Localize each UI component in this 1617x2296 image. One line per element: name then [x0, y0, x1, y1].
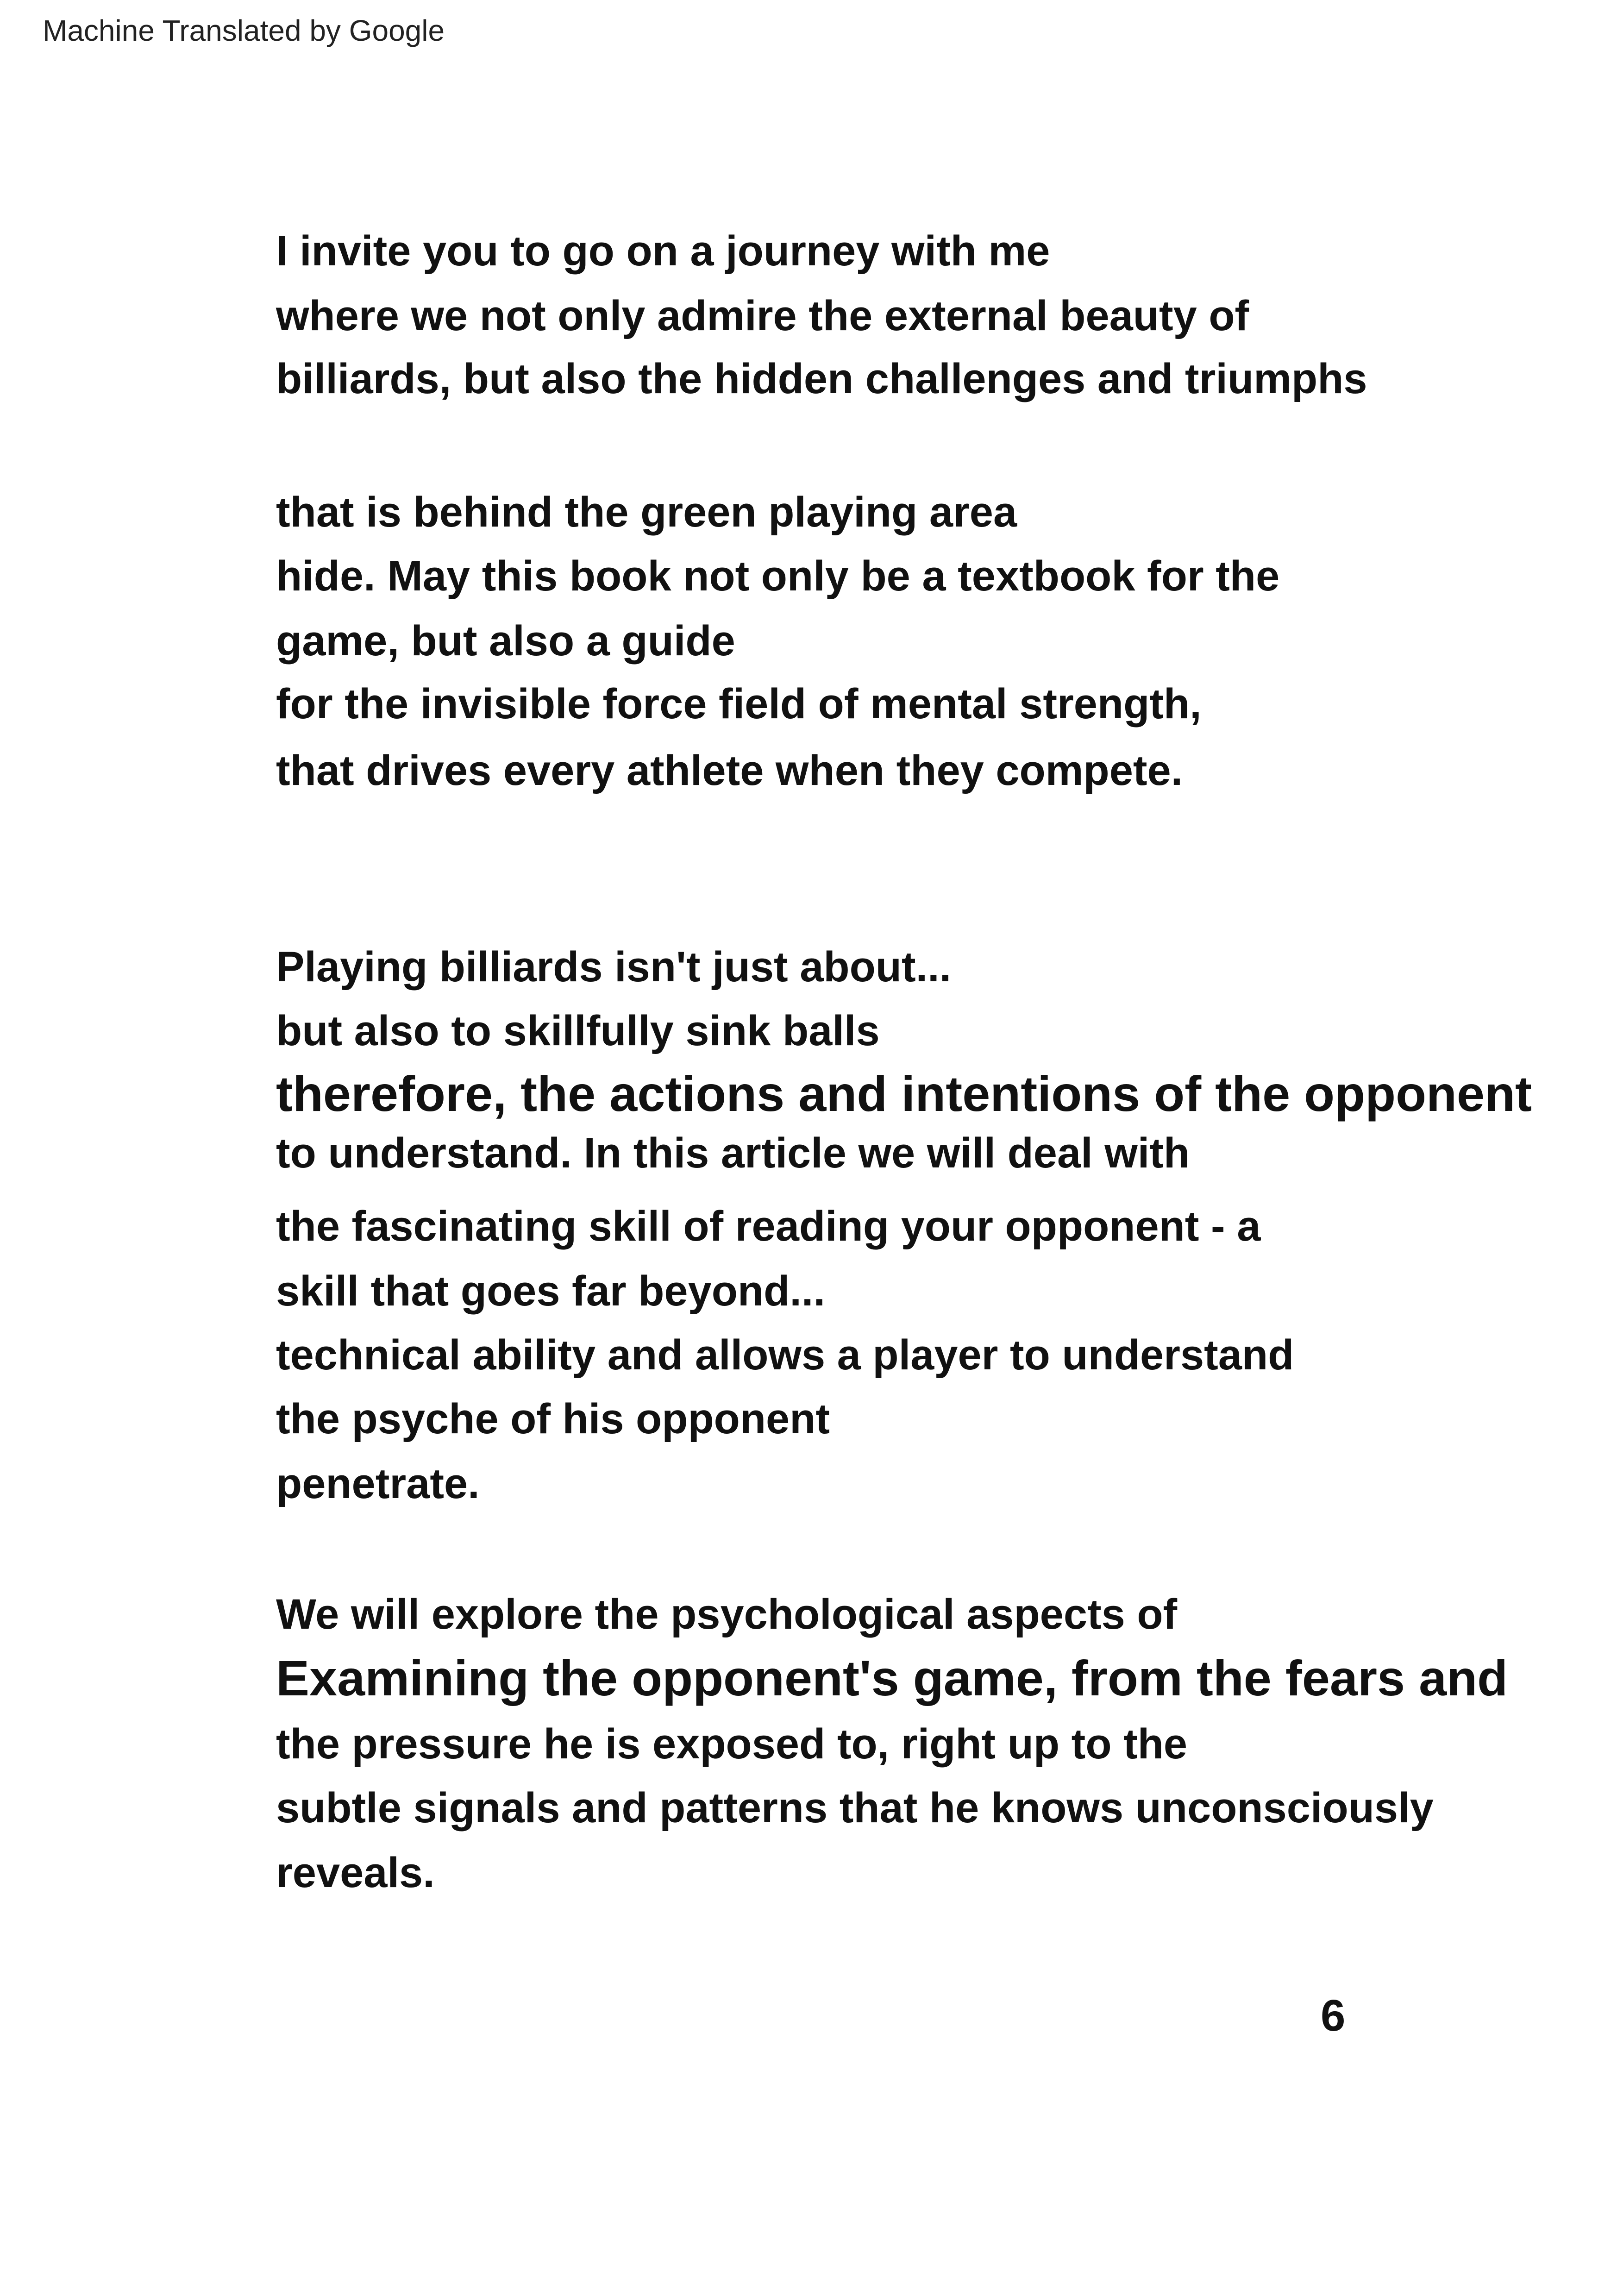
- paragraph-2-line-4: for the invisible force field of mental strength,: [276, 680, 1202, 728]
- paragraph-1-line-2: where we not only admire the external beauty of: [276, 292, 1249, 339]
- paragraph-2-line-1: that is behind the green playing area: [276, 489, 1017, 536]
- paragraph-3-line-8: the psyche of his opponent: [276, 1395, 830, 1443]
- paragraph-3-line-9: penetrate.: [276, 1460, 480, 1507]
- paragraph-4-line-4: subtle signals and patterns that he knows unconsciously: [276, 1784, 1434, 1832]
- paragraph-1-line-1: I invite you to go on a journey with me: [276, 227, 1050, 275]
- paragraph-3-line-4: to understand. In this article we will deal with: [276, 1129, 1190, 1177]
- paragraph-3-line-6: skill that goes far beyond...: [276, 1267, 826, 1315]
- paragraph-4-line-3: the pressure he is exposed to, right up to the: [276, 1720, 1188, 1768]
- paragraph-3-line-1: Playing billiards isn't just about...: [276, 943, 952, 991]
- paragraph-4-line-1: We will explore the psychological aspects of: [276, 1591, 1178, 1638]
- paragraph-1-line-3: billiards, but also the hidden challenges and triumphs: [276, 355, 1367, 402]
- paragraph-4-line-2: Examining the opponent's game, from the fears and: [276, 1650, 1508, 1706]
- paragraph-2-line-5: that drives every athlete when they compete.: [276, 747, 1183, 794]
- page-number: 6: [1321, 1991, 1346, 2040]
- paragraph-3-line-5: the fascinating skill of reading your opponent - a: [276, 1203, 1261, 1250]
- paragraph-4-line-5: reveals.: [276, 1849, 435, 1896]
- paragraph-3-line-7: technical ability and allows a player to understand: [276, 1331, 1294, 1379]
- paragraph-2-line-2: hide. May this book not only be a textbook for the: [276, 552, 1280, 600]
- translation-note: Machine Translated by Google: [43, 14, 445, 47]
- paragraph-3-line-2: but also to skillfully sink balls: [276, 1007, 880, 1054]
- paragraph-2-line-3: game, but also a guide: [276, 617, 735, 665]
- paragraph-3-line-3: therefore, the actions and intentions of the opponent: [276, 1066, 1532, 1122]
